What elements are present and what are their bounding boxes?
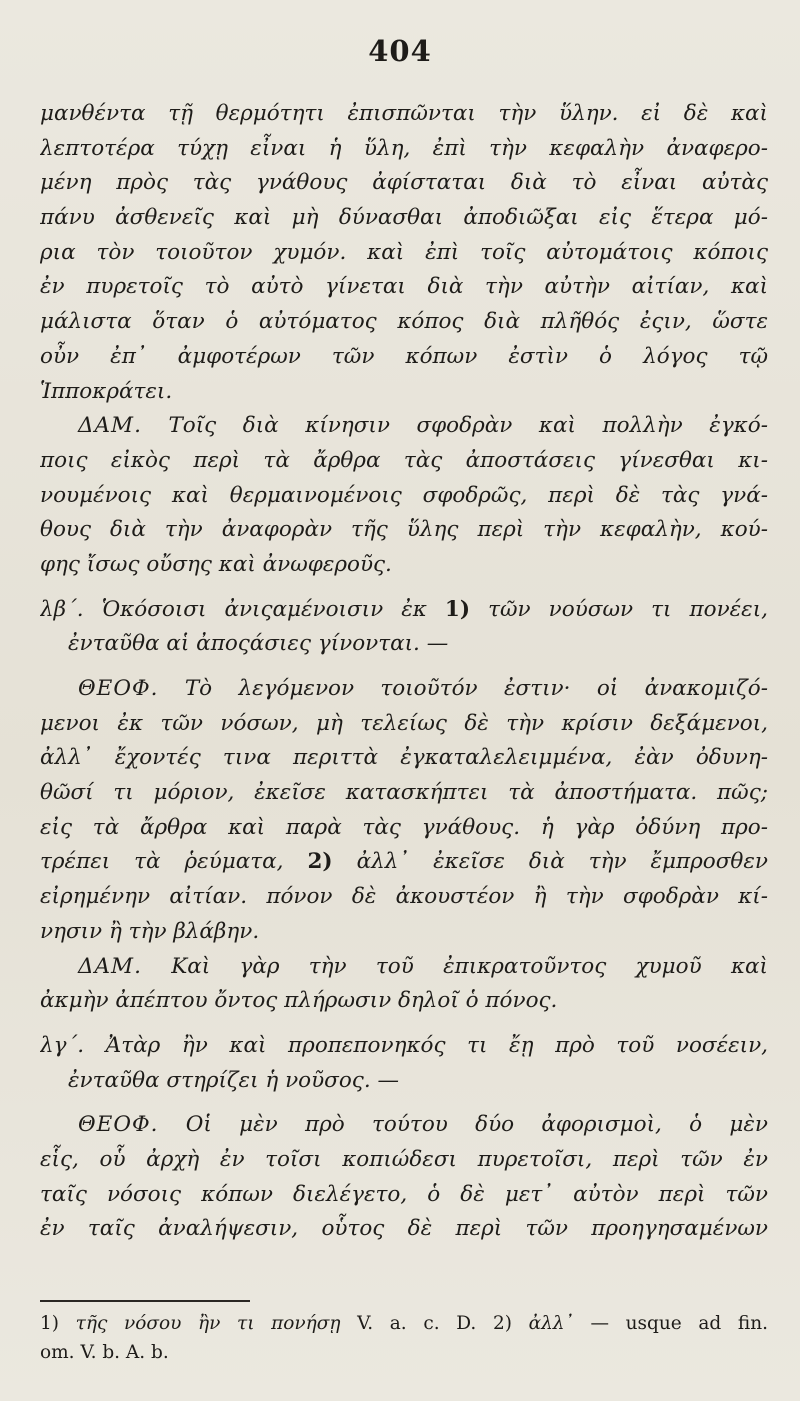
text-line: ἐν ταῖς ἀναλήψεσιν, οὗτος δὲ περὶ τῶν προηγησαμένων: [40, 1216, 768, 1242]
text-line: ἀκμὴν ἀπέπτου ὄντος πλήρωσιν δηλοῖ ὁ πόνος.: [40, 988, 558, 1014]
text-line: ἀλλ᾽ ἔχοντές τινα περιττὰ ἐγκαταλελειμμένα, ἐὰν ὀδυνη-: [40, 745, 768, 771]
text-line: πάνυ ἀσθενεῖς καὶ μὴ δύνασθαι ἀποδιῶξαι εἰς ἕτερα μό-: [40, 205, 768, 231]
text-line: μενοι ἐκ τῶν νόσων, μὴ τελείως δὲ τὴν κρίσιν δεξάμενοι,: [40, 710, 768, 736]
aphorism-number: λβ΄.: [40, 596, 84, 622]
text-line: μένη πρὸς τὰς γνάθους ἀφίσταται διὰ τὸ εἶναι αὐτὰς: [40, 170, 768, 196]
aphorism-number: λγ΄.: [40, 1032, 85, 1058]
aphorism-line: [40, 1029, 768, 1064]
footnotes: [40, 1309, 768, 1367]
speaker-label: ΘΕΟΦ.: [78, 676, 159, 701]
footnote-number: 1): [40, 1313, 59, 1334]
text-line: ἐν πυρετοῖς τὸ αὐτὸ γίνεται διὰ τὴν αὐτὴν αἰτίαν, καὶ: [40, 274, 768, 300]
footnote-line: [40, 1309, 768, 1338]
text-line: νουμένοις καὶ θερμαινομένοις σφοδρῶς, περὶ δὲ τὰς γνά-: [40, 482, 768, 508]
text-line: θῶσί τι μόριον, ἐκεῖσε κατασκήπτει τὰ ἀποστήματα. πῶς;: [40, 780, 768, 806]
page-number: 404: [368, 34, 432, 68]
text-line: φης ἴσως οὔσης καὶ ἀνωφεροῦς.: [40, 551, 392, 577]
speaker-label: ΔΑΜ.: [78, 413, 142, 439]
footnote-variant: τῆς νόσου ἢν τι πονήσῃ: [75, 1313, 341, 1334]
speaker-label: ΔΑΜ.: [78, 953, 142, 979]
commentary-text: Τοῖς διὰ κίνησιν σφοδρὰν καὶ πολλὴν ἐγκό-: [168, 413, 768, 439]
text-line: ταῖς νόσοις κόπων διελέγετο, ὁ δὲ μετ᾽ αὐτὸν περὶ τῶν: [40, 1181, 768, 1207]
aphorism-text: Ὁκόσοισι ἀνιςαμένοισιν ἐκ: [101, 596, 427, 622]
commentary-text: Οἱ μὲν πρὸ τούτου δύο ἀφορισμοὶ, ὁ μὲν: [185, 1112, 768, 1138]
main-text: [40, 97, 768, 1247]
aphorism-text: τῶν νούσων τι πονέει,: [488, 596, 768, 622]
footnote-marker: 1): [444, 596, 471, 622]
footnote-sigla: V. a. c. D.: [357, 1313, 477, 1334]
footnote-number: 2): [492, 1313, 512, 1334]
commentary-line: [40, 672, 768, 707]
footnote-variant: ἀλλ᾽: [528, 1313, 574, 1334]
text-line: ρια τὸν τοιοῦτον χυμόν. καὶ ἐπὶ τοῖς αὐτομάτοις κόποις: [40, 239, 768, 265]
text-line: εἰς τὰ ἄρθρα καὶ παρὰ τὰς γνάθους. ἡ γὰρ ὀδύνη προ-: [40, 814, 768, 840]
text-segment: ἀλλ᾽ ἐκεῖσε διὰ τὴν ἔμπροσθεν: [356, 849, 768, 875]
footnote-marker: 2): [307, 849, 333, 875]
text-line: θους διὰ τὴν ἀναφορὰν τῆς ὕλης περὶ τὴν κεφαλὴν, κού-: [40, 517, 768, 543]
commentary-line: [40, 1108, 768, 1143]
text-line: οὖν ἐπ᾽ ἀμφοτέρων τῶν κόπων ἐστὶν ὁ λόγος τῷ: [40, 343, 768, 369]
aphorism-line: [40, 593, 768, 628]
footnote-note: — usque ad fin.: [590, 1313, 768, 1334]
speaker-label: ΘΕΟΦ.: [78, 1112, 159, 1138]
text-line: μανθέντα τῇ θερμότητι ἐπισπῶνται τὴν ὕλην. εἰ δὲ καὶ: [40, 101, 768, 126]
text-line: Ἱπποκράτει.: [40, 378, 173, 404]
text-segment: τρέπει τὰ ῥεύματα,: [40, 849, 284, 875]
footnote-divider: [40, 1300, 250, 1302]
footnote-line: om. V. b. A. b.: [40, 1342, 169, 1363]
text-line: εἷς, οὗ ἀρχὴ ἐν τοῖσι κοπιώδεσι πυρετοῖσι, περὶ τῶν ἐν: [40, 1146, 768, 1172]
text-line: εἰρημένην αἰτίαν. πόνον δὲ ἀκουστέον ἢ τὴν σφοδρὰν κί-: [40, 884, 768, 910]
commentary-text: Καὶ γὰρ τὴν τοῦ ἐπικρατοῦντος χυμοῦ καὶ: [171, 953, 768, 979]
text-line: νησιν ἢ τὴν βλάβην.: [40, 918, 260, 944]
aphorism-line: ἐνταῦθα στηρίζει ἡ νοῦσος. —: [68, 1067, 399, 1093]
aphorism-line: ἐνταῦθα αἱ ἀποςάσιες γίνονται. —: [68, 631, 449, 657]
commentary-line: [40, 950, 768, 985]
commentary-line: [40, 409, 768, 444]
text-line: [40, 845, 768, 880]
aphorism-text: Ἀτὰρ ἢν καὶ προπεπονηκός τι ἔῃ πρὸ τοῦ νοσέειν,: [105, 1032, 768, 1058]
text-line: ποις εἰκὸς περὶ τὰ ἄρθρα τὰς ἀποστάσεις γίνεσθαι κι-: [40, 447, 768, 473]
text-line: λεπτοτέρα τύχῃ εἶναι ἡ ὕλη, ἐπὶ τὴν κεφαλὴν ἀναφερο-: [40, 135, 768, 161]
commentary-text: Τὸ λεγόμενον τοιοῦτόν ἐστιν· οἱ ἀνακομιζό-: [184, 676, 768, 701]
text-line: μάλιστα ὅταν ὁ αὐτόματος κόπος διὰ πλῆθός ἐςιν, ὥστε: [40, 309, 768, 335]
